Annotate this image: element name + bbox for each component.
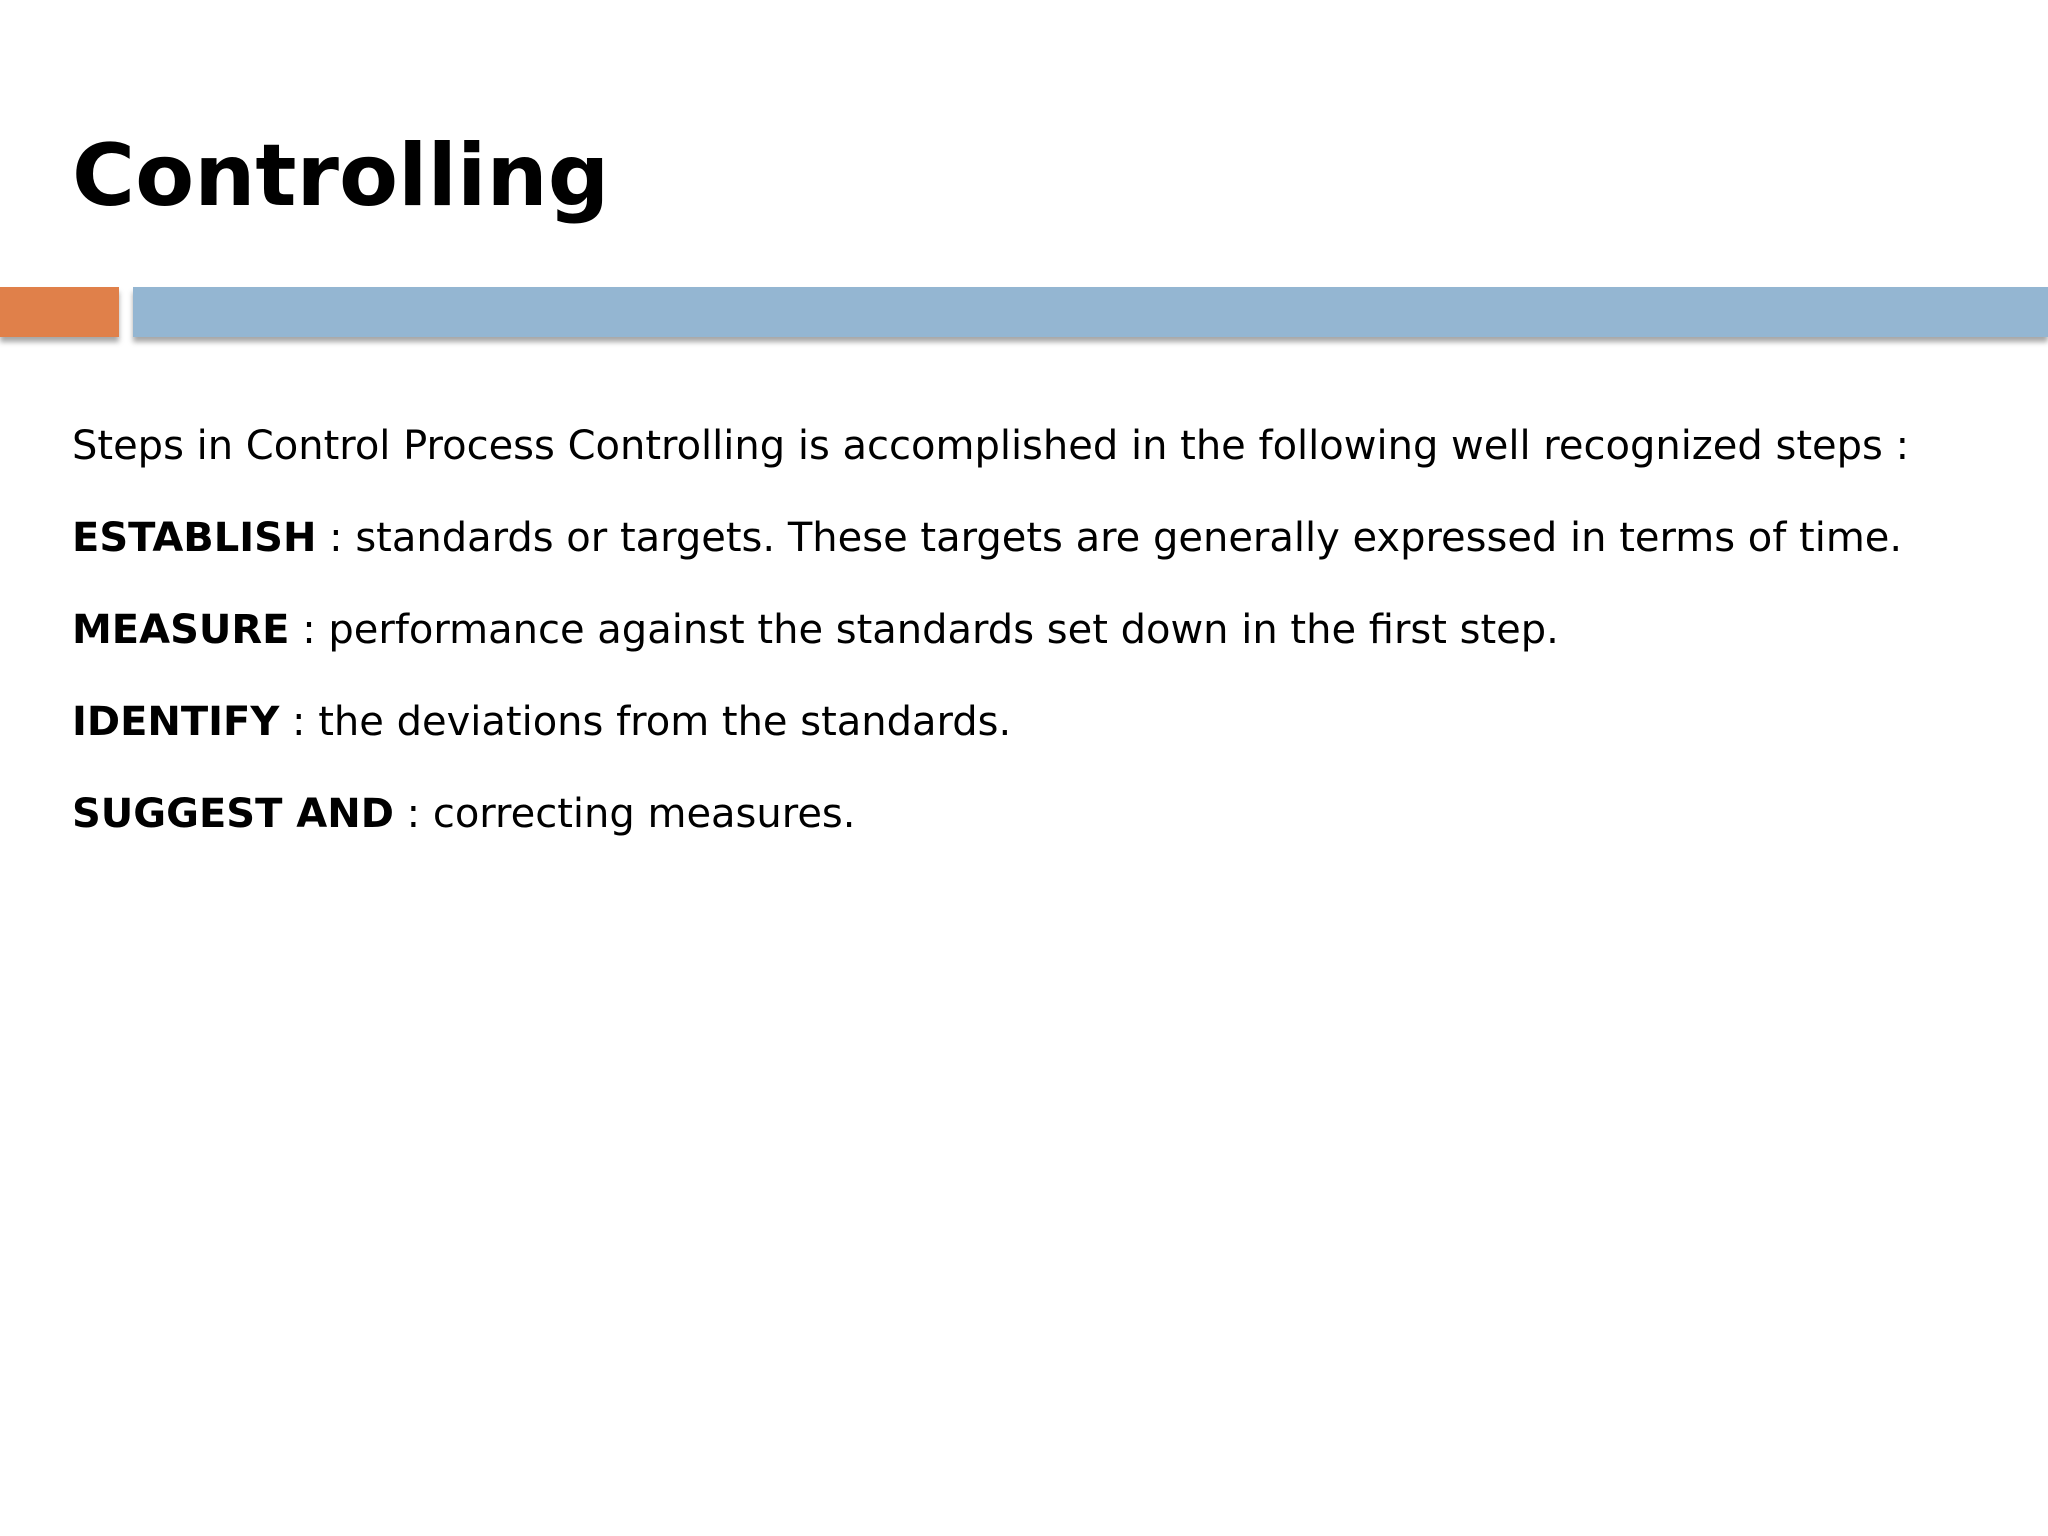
step-suggest bbox=[72, 768, 2012, 860]
step-term: SUGGEST AND bbox=[72, 791, 394, 837]
title-underline-bar bbox=[133, 287, 2048, 337]
step-description: : the deviations from the standards. bbox=[279, 699, 1012, 745]
step-description: : correcting measures. bbox=[393, 791, 856, 837]
slide-title: Controlling bbox=[72, 126, 610, 226]
step-term: MEASURE bbox=[72, 607, 290, 653]
step-description: : performance against the standards set down in the first step. bbox=[289, 607, 1559, 653]
title-accent-bar bbox=[0, 287, 119, 337]
step-identify bbox=[72, 676, 2012, 768]
intro-text: Steps in Control Process Controlling is accomplished in the following well recognized steps : bbox=[72, 423, 1910, 469]
step-term: IDENTIFY bbox=[72, 699, 280, 745]
slide-body bbox=[72, 400, 2012, 860]
step-measure bbox=[72, 584, 2012, 676]
step-description: : standards or targets. These targets are generally expressed in terms of time. bbox=[316, 515, 1903, 561]
step-term: ESTABLISH bbox=[72, 515, 317, 561]
step-establish bbox=[72, 492, 2012, 584]
